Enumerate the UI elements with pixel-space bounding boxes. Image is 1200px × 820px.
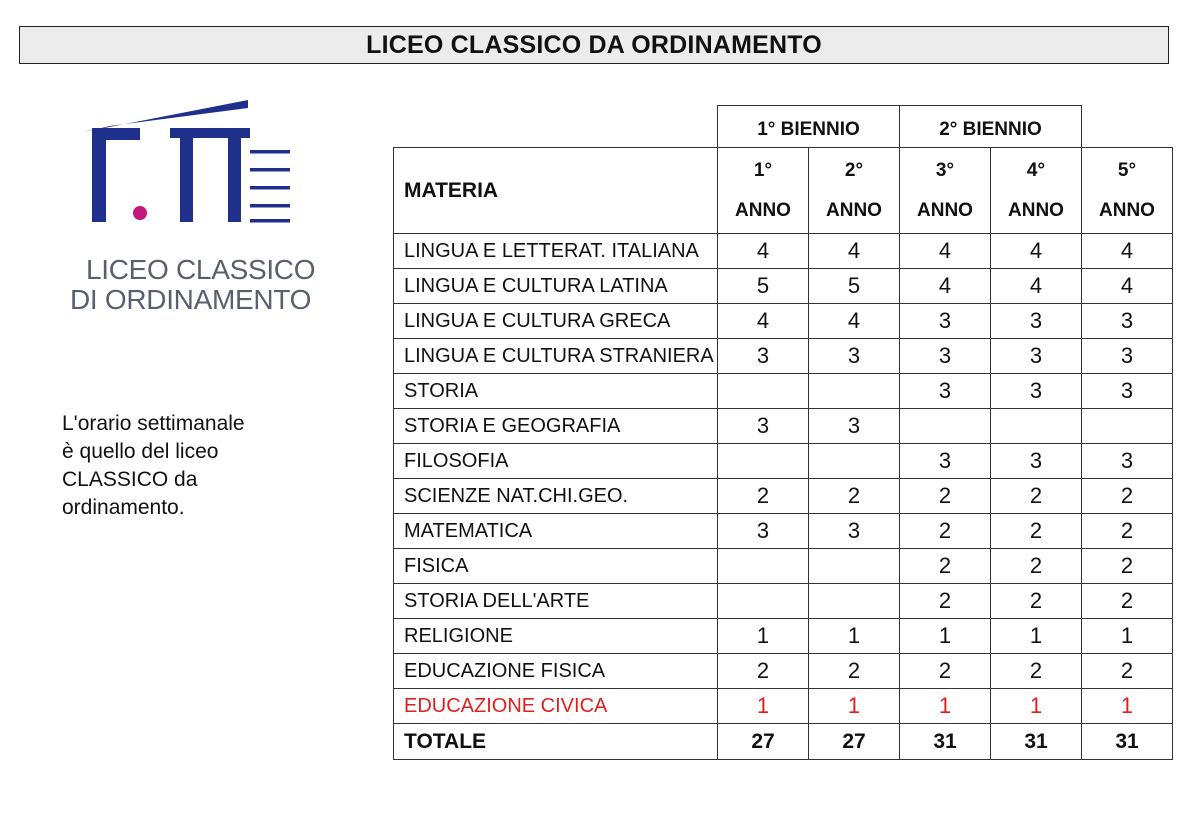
hours-cell: 2 xyxy=(1082,479,1173,514)
table-row xyxy=(394,514,1173,549)
hours-cell: 3 xyxy=(991,304,1082,339)
table-row xyxy=(394,339,1173,374)
hours-cell: 2 xyxy=(1082,654,1173,689)
subject-cell: STORIA xyxy=(394,374,718,409)
hours-cell: 1 xyxy=(900,619,991,654)
hours-cell: 2 xyxy=(1082,514,1173,549)
hours-cell: 2 xyxy=(900,479,991,514)
hours-cell: 3 xyxy=(718,409,809,444)
logo-line-2: DI ORDINAMENTO xyxy=(70,284,312,315)
hours-cell: 1 xyxy=(718,689,809,724)
year-header: 5° ANNO xyxy=(1082,148,1173,234)
hours-cell xyxy=(809,374,900,409)
hours-cell: 3 xyxy=(991,444,1082,479)
subject-cell: RELIGIONE xyxy=(394,619,718,654)
hours-cell xyxy=(718,374,809,409)
hours-cell: 1 xyxy=(1082,619,1173,654)
hours-cell: 2 xyxy=(991,549,1082,584)
hours-cell: 5 xyxy=(809,269,900,304)
civic-row xyxy=(394,689,1173,724)
hours-cell: 1 xyxy=(809,689,900,724)
hours-cell: 3 xyxy=(991,339,1082,374)
hours-cell: 2 xyxy=(900,654,991,689)
table-row xyxy=(394,619,1173,654)
column-header-row xyxy=(394,148,1173,234)
hours-cell xyxy=(1082,409,1173,444)
hours-cell: 3 xyxy=(991,374,1082,409)
subject-cell: LINGUA E CULTURA LATINA xyxy=(394,269,718,304)
table-row xyxy=(394,269,1173,304)
table-row xyxy=(394,409,1173,444)
hours-cell: 2 xyxy=(991,514,1082,549)
hours-cell xyxy=(809,549,900,584)
total-cell: 31 xyxy=(991,724,1082,760)
hours-cell xyxy=(809,584,900,619)
hours-cell xyxy=(718,444,809,479)
total-cell: 27 xyxy=(809,724,900,760)
hours-cell: 2 xyxy=(991,584,1082,619)
hours-cell: 2 xyxy=(991,479,1082,514)
subject-cell: SCIENZE NAT.CHI.GEO. xyxy=(394,479,718,514)
logo-line-1: LICEO CLASSICO xyxy=(86,254,316,285)
hours-cell: 2 xyxy=(900,584,991,619)
hours-cell: 2 xyxy=(900,514,991,549)
hours-cell: 4 xyxy=(718,304,809,339)
hours-cell: 1 xyxy=(991,619,1082,654)
hours-cell: 4 xyxy=(809,304,900,339)
hours-cell: 3 xyxy=(900,339,991,374)
total-cell: 31 xyxy=(900,724,991,760)
hours-cell: 3 xyxy=(900,444,991,479)
hours-cell: 4 xyxy=(900,269,991,304)
subject-cell: LINGUA E LETTERAT. ITALIANA xyxy=(394,234,718,269)
hours-cell: 1 xyxy=(991,689,1082,724)
hours-cell: 3 xyxy=(900,374,991,409)
subject-cell: FISICA xyxy=(394,549,718,584)
hours-cell: 4 xyxy=(900,234,991,269)
hours-cell: 5 xyxy=(718,269,809,304)
hours-cell: 3 xyxy=(1082,339,1173,374)
table-row xyxy=(394,374,1173,409)
group-header-row xyxy=(394,106,1173,148)
hours-cell: 2 xyxy=(900,549,991,584)
hours-cell: 3 xyxy=(718,514,809,549)
group-biennio-1: 1° BIENNIO xyxy=(718,106,900,148)
note-line: L'orario settimanale xyxy=(62,412,245,435)
year-header: 4° ANNO xyxy=(991,148,1082,234)
table-row xyxy=(394,584,1173,619)
subject-cell: MATEMATICA xyxy=(394,514,718,549)
hours-cell: 3 xyxy=(809,409,900,444)
note-line: CLASSICO da xyxy=(62,468,198,491)
total-cell: 27 xyxy=(718,724,809,760)
hours-cell: 4 xyxy=(991,269,1082,304)
hours-cell: 3 xyxy=(809,339,900,374)
total-cell: 31 xyxy=(1082,724,1173,760)
hours-cell xyxy=(991,409,1082,444)
hours-cell: 4 xyxy=(1082,269,1173,304)
year-header: 1° ANNO xyxy=(718,148,809,234)
hours-cell: 3 xyxy=(1082,444,1173,479)
subject-cell: STORIA DELL'ARTE xyxy=(394,584,718,619)
hours-cell: 2 xyxy=(991,654,1082,689)
subject-cell: LINGUA E CULTURA STRANIERA xyxy=(394,339,718,374)
hours-cell: 3 xyxy=(1082,304,1173,339)
subject-cell: LINGUA E CULTURA GRECA xyxy=(394,304,718,339)
subject-cell: EDUCAZIONE FISICA xyxy=(394,654,718,689)
hours-cell: 4 xyxy=(809,234,900,269)
hours-cell: 3 xyxy=(718,339,809,374)
table-row xyxy=(394,234,1173,269)
hours-cell: 2 xyxy=(809,654,900,689)
hours-cell: 2 xyxy=(809,479,900,514)
group-biennio-2: 2° BIENNIO xyxy=(900,106,1082,148)
total-row xyxy=(394,724,1173,760)
hours-cell: 3 xyxy=(900,304,991,339)
logo-wordmark xyxy=(70,255,330,315)
table-row xyxy=(394,479,1173,514)
hours-cell: 4 xyxy=(1082,234,1173,269)
hours-cell xyxy=(900,409,991,444)
title-bar xyxy=(19,26,1169,64)
hours-cell: 4 xyxy=(991,234,1082,269)
hours-cell: 3 xyxy=(1082,374,1173,409)
year-header: 3° ANNO xyxy=(900,148,991,234)
subject-cell: EDUCAZIONE CIVICA xyxy=(394,689,718,724)
hours-cell: 2 xyxy=(718,479,809,514)
table-row xyxy=(394,304,1173,339)
hours-cell xyxy=(718,549,809,584)
schedule-note xyxy=(62,410,293,522)
year-header: 2° ANNO xyxy=(809,148,900,234)
hours-cell xyxy=(718,584,809,619)
page-title: LICEO CLASSICO DA ORDINAMENTO xyxy=(366,30,822,59)
total-label: TOTALE xyxy=(394,724,718,760)
table-row xyxy=(394,654,1173,689)
hours-cell: 1 xyxy=(718,619,809,654)
hours-cell: 2 xyxy=(718,654,809,689)
note-line: ordinamento. xyxy=(62,496,185,519)
subject-header: MATERIA xyxy=(394,148,718,234)
hours-cell: 1 xyxy=(900,689,991,724)
table-row xyxy=(394,444,1173,479)
subject-cell: STORIA E GEOGRAFIA xyxy=(394,409,718,444)
timetable xyxy=(393,105,1173,760)
hours-cell: 2 xyxy=(1082,549,1173,584)
hours-cell: 1 xyxy=(1082,689,1173,724)
hours-cell: 2 xyxy=(1082,584,1173,619)
note-line: è quello del liceo xyxy=(62,440,219,463)
hours-cell xyxy=(809,444,900,479)
subject-cell: FILOSOFIA xyxy=(394,444,718,479)
table-row xyxy=(394,549,1173,584)
hours-cell: 4 xyxy=(718,234,809,269)
hours-cell: 1 xyxy=(809,619,900,654)
hours-cell: 3 xyxy=(809,514,900,549)
